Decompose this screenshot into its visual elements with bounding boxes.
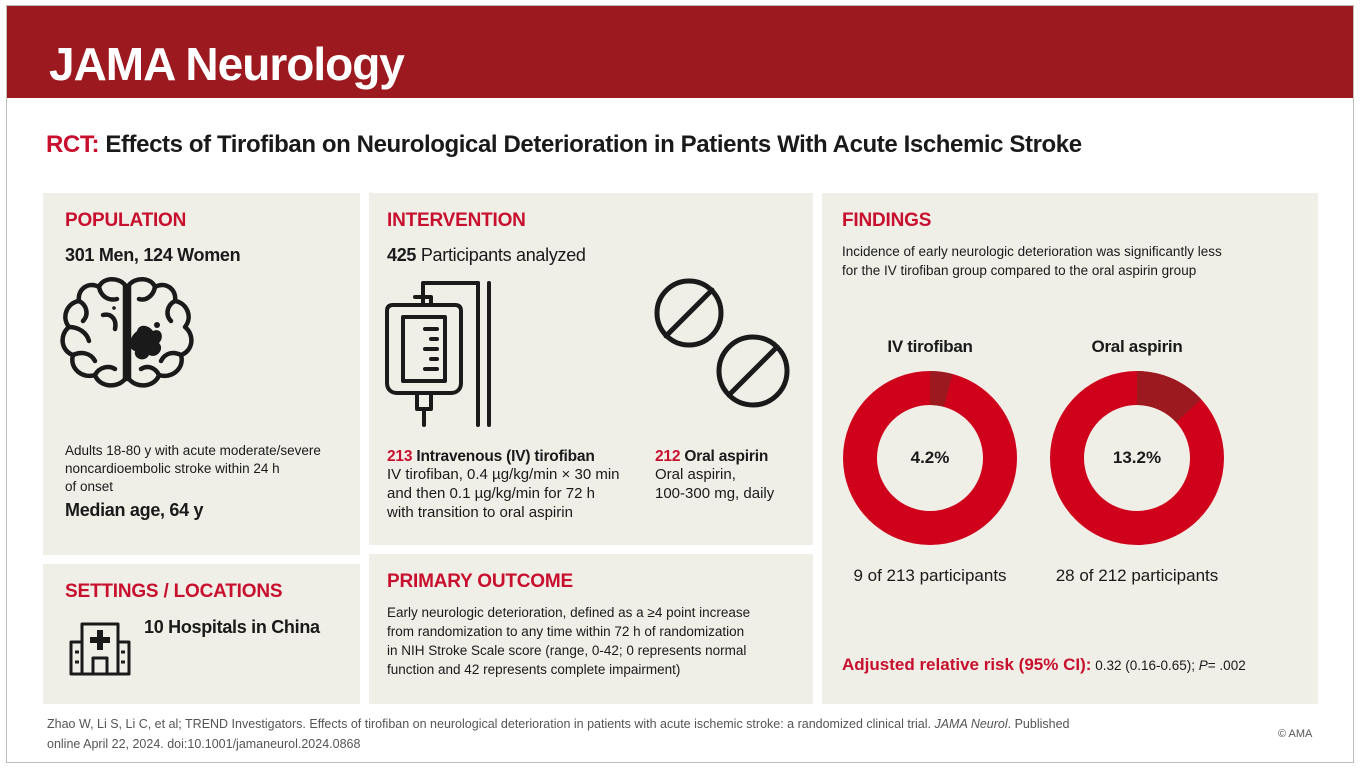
primary-outcome-heading: PRIMARY OUTCOME bbox=[387, 571, 573, 592]
participants-analyzed bbox=[387, 245, 586, 266]
primary-outcome-line-1: Early neurologic deterioration, defined as a ≥4 point increase bbox=[387, 605, 751, 620]
arm2-title bbox=[655, 448, 768, 466]
group-1-percent: 4.2% bbox=[910, 448, 950, 467]
findings-panel bbox=[822, 193, 1318, 704]
intervention-panel bbox=[369, 193, 813, 545]
citation-line-1 bbox=[47, 716, 1070, 732]
title-prefix: RCT: bbox=[46, 131, 100, 158]
pill-icon bbox=[653, 277, 803, 409]
donut-highlight-1 bbox=[930, 388, 948, 390]
citation-journal: JAMA Neurol bbox=[934, 717, 1008, 731]
p-symbol: P bbox=[1198, 658, 1208, 673]
findings-heading: FINDINGS bbox=[842, 210, 932, 231]
p-value: = .002 bbox=[1207, 658, 1246, 673]
arm2-detail-line-2: 100-300 mg, daily bbox=[655, 485, 775, 502]
donut-highlight-2 bbox=[1137, 388, 1189, 411]
risk-label: Adjusted relative risk (95% CI): bbox=[842, 655, 1092, 674]
primary-outcome-line-2: from randomization to any time within 72 h of randomization bbox=[387, 624, 745, 639]
primary-outcome-line-3: in NIH Stroke Scale score (range, 0-42; 0 represents normal bbox=[387, 643, 747, 658]
arm1-detail-line-3: with transition to oral aspirin bbox=[387, 504, 573, 521]
arm2-label: Oral aspirin bbox=[684, 448, 769, 465]
primary-outcome-panel bbox=[369, 554, 813, 704]
findings-summary-line-1: Incidence of early neurologic deterioration was significantly less bbox=[842, 244, 1222, 259]
group-2-name: Oral aspirin bbox=[1091, 337, 1183, 356]
settings-panel bbox=[43, 564, 360, 704]
population-panel bbox=[43, 193, 360, 555]
title-text: Effects of Tirofiban on Neurological Deterioration in Patients With Acute Ischemic Stroke bbox=[105, 131, 1082, 158]
intervention-heading: INTERVENTION bbox=[387, 210, 526, 231]
median-age: Median age, 64 y bbox=[65, 500, 204, 520]
adjusted-relative-risk bbox=[842, 655, 1246, 676]
settings-heading: SETTINGS / LOCATIONS bbox=[65, 581, 283, 602]
page-title bbox=[46, 130, 1082, 160]
arm1-detail-line-1: IV tirofiban, 0.4 µg/kg/min × 30 min bbox=[387, 466, 620, 483]
citation-text-1b: . Published bbox=[1007, 717, 1070, 731]
findings-summary-line-2: for the IV tirofiban group compared to the oral aspirin group bbox=[842, 263, 1197, 278]
arm1-title bbox=[387, 448, 595, 466]
arm1-detail-line-2: and then 0.1 µg/kg/min for 72 h bbox=[387, 485, 595, 502]
group-1-caption: 9 of 213 participants bbox=[853, 566, 1007, 585]
iv-bag-icon bbox=[385, 279, 505, 429]
group-2-percent: 13.2% bbox=[1112, 448, 1162, 467]
group-1-name: IV tirofiban bbox=[887, 337, 973, 356]
risk-value: 0.32 (0.16-0.65); bbox=[1095, 658, 1196, 673]
settings-text: 10 Hospitals in China bbox=[144, 617, 320, 637]
arm1-count: 213 bbox=[387, 448, 413, 465]
population-description-line-1: Adults 18-80 y with acute moderate/severe bbox=[65, 443, 321, 458]
population-description-line-2: noncardioembolic stroke within 24 h bbox=[65, 461, 280, 476]
journal-title: JAMA Neurology bbox=[49, 38, 404, 90]
population-counts: 301 Men, 124 Women bbox=[65, 245, 241, 265]
analyzed-label: Participants analyzed bbox=[420, 245, 586, 265]
population-heading: POPULATION bbox=[65, 210, 187, 231]
copyright: © AMA bbox=[1278, 728, 1313, 740]
population-description-line-3: of onset bbox=[65, 479, 114, 494]
primary-outcome-line-4: function and 42 represents complete impairment) bbox=[387, 662, 681, 677]
analyzed-count: 425 bbox=[387, 245, 417, 265]
citation-line-2: online April 22, 2024. doi:10.1001/jamaneurol.2024.0868 bbox=[47, 737, 361, 751]
hospital-icon bbox=[68, 618, 132, 678]
arm2-detail-line-1: Oral aspirin, bbox=[655, 466, 736, 483]
arm2-count: 212 bbox=[655, 448, 681, 465]
arm1-label: Intravenous (IV) tirofiban bbox=[416, 448, 595, 465]
journal-banner bbox=[7, 6, 1353, 98]
citation-text-1a: Zhao W, Li S, Li C, et al; TREND Investigators. Effects of tirofiban on neurological deterioration in patients with acute ischemic stroke: a randomized clinical trial. bbox=[47, 717, 931, 731]
group-2-caption: 28 of 212 participants bbox=[1055, 566, 1219, 585]
brain-icon bbox=[59, 275, 195, 399]
